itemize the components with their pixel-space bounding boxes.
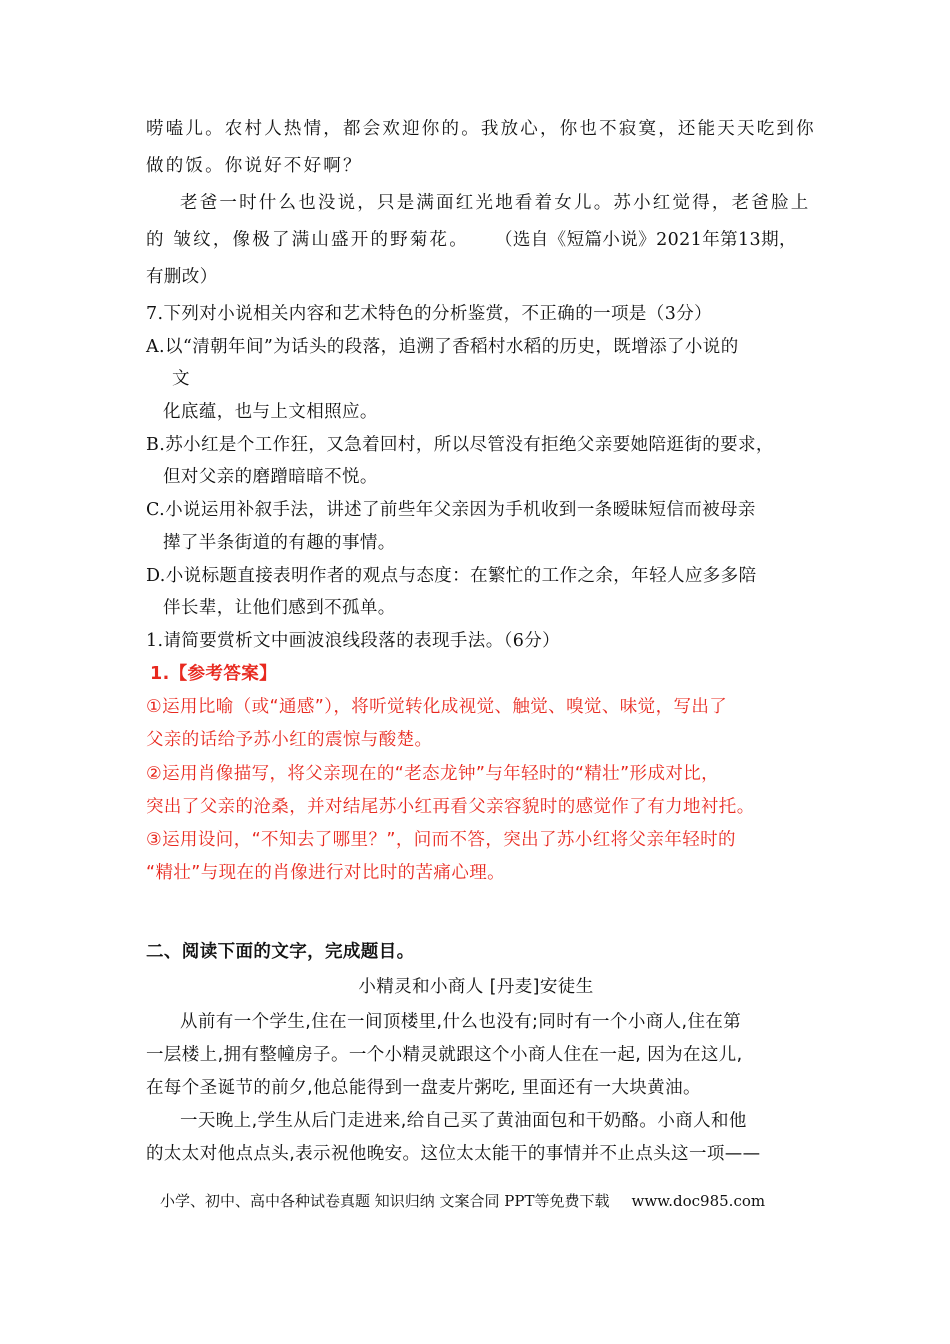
section-heading: 二、阅读下面的文字，完成题目。 — [146, 942, 415, 962]
option-b: B.苏小红是个工作狂，又急着回村，所以尽管没有拒绝父亲要她陪逛街的要求， — [146, 435, 774, 455]
option-b-cont: 但对父亲的磨蹭暗暗不悦。 — [163, 467, 378, 487]
story-paragraph-cont: 一层楼上,拥有整幢房子。一个小精灵就跟这个小商人住在一起, 因为在这儿, — [146, 1045, 743, 1065]
story-paragraph-cont: 的太太对他点点头,表示祝他晚安。这位太太能干的事情并不止点头这一项—— — [146, 1144, 761, 1164]
question-1-stem: 1.请简要赏析文中画波浪线段落的表现手法。（6分） — [146, 631, 561, 651]
option-a-cont: 文 — [172, 369, 190, 389]
option-a: A.以“清朝年间”为话头的段落，追溯了香稻村水稻的历史，既增添了小说的 — [146, 337, 739, 357]
page-footer — [160, 1190, 800, 1212]
answer-label: 1.【参考答案】 — [150, 664, 278, 684]
footer-url[interactable]: www.doc985.com — [631, 1192, 766, 1210]
story-text: 的 皱纹，像极了满山盛开的野菊花。 — [146, 230, 469, 250]
answer-item: ③运用设问，“不知去了哪里？”，问而不答，突出了苏小红将父亲年轻时的 — [146, 830, 736, 850]
story-line: 做的饭。你说好不好啊？ — [146, 156, 363, 176]
story-paragraph: 从前有一个学生,住在一间顶楼里,什么也没有;同时有一个小商人,住在第 — [180, 1012, 742, 1032]
source-citation-end: 有删改） — [146, 267, 218, 287]
story-line — [146, 228, 811, 252]
story-line: 老爸一时什么也没说，只是满面红光地看着女儿。苏小红觉得，老爸脸上 — [180, 193, 811, 213]
source-citation: （选自《短篇小说》2021年第13期， — [494, 230, 797, 250]
answer-item-cont: “精壮”与现在的肖像进行对比时的苦痛心理。 — [146, 863, 506, 883]
footer-text: 小学、初中、高中各种试卷真题 知识归纳 文案合同 PPT等免费下载 — [160, 1192, 610, 1210]
story-paragraph-cont: 在每个圣诞节的前夕,他总能得到一盘麦片粥吃, 里面还有一大块黄油。 — [146, 1078, 701, 1098]
story-line: 唠嗑儿。农村人热情，都会欢迎你的。我放心，你也不寂寞，还能天天吃到你 — [146, 119, 816, 139]
option-a-cont: 化底蕴，也与上文相照应。 — [163, 402, 378, 422]
story-paragraph: 一天晚上,学生从后门走进来,给自己买了黄油面包和干奶酪。小商人和他 — [180, 1111, 747, 1131]
story-title: 小精灵和小商人 [丹麦]安徒生 — [358, 977, 594, 997]
option-c: C.小说运用补叙手法，讲述了前些年父亲因为手机收到一条暧昧短信而被母亲 — [146, 500, 756, 520]
question-7-stem: 7.下列对小说相关内容和艺术特色的分析鉴赏，不正确的一项是（3分） — [146, 304, 713, 324]
answer-item: ②运用肖像描写，将父亲现在的“老态龙钟”与年轻时的“精壮”形成对比， — [146, 764, 720, 784]
answer-item: ①运用比喻（或“通感”），将听觉转化成视觉、触觉、嗅觉、味觉，写出了 — [146, 697, 728, 717]
option-d-cont: 伴长辈，让他们感到不孤单。 — [163, 598, 396, 618]
option-c-cont: 撵了半条街道的有趣的事情。 — [163, 533, 396, 553]
answer-item-cont: 突出了父亲的沧桑，并对结尾苏小红再看父亲容貌时的感觉作了有力地衬托。 — [146, 797, 755, 817]
answer-item-cont: 父亲的话给予苏小红的震惊与酸楚。 — [146, 730, 433, 750]
option-d: D.小说标题直接表明作者的观点与态度：在繁忙的工作之余，年轻人应多多陪 — [146, 566, 757, 586]
